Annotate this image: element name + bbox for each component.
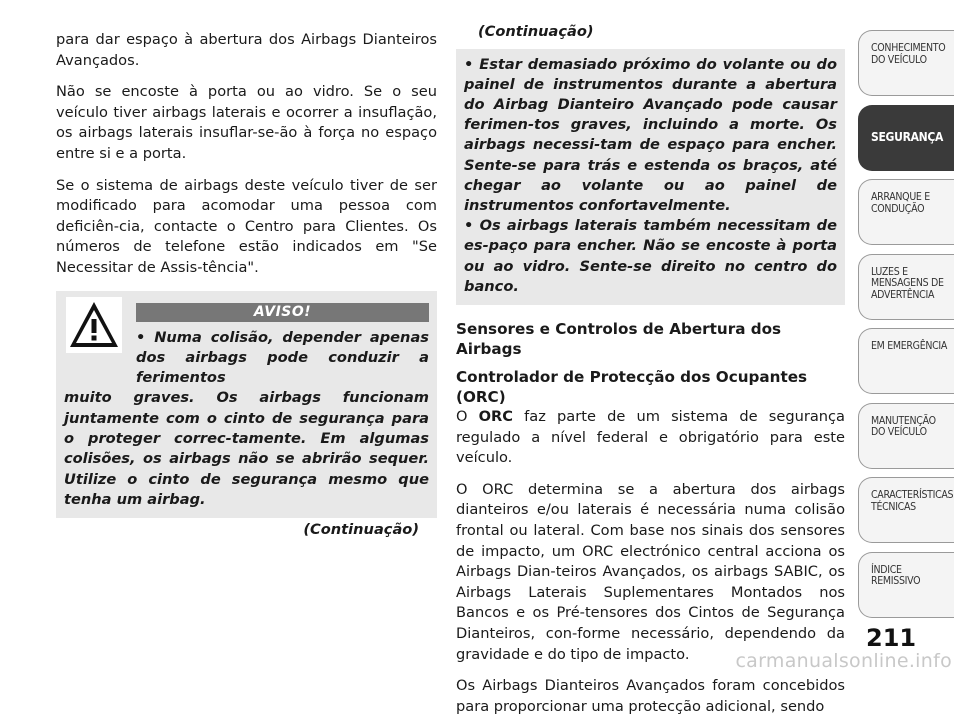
- paragraph: para dar espaço à abertura dos Airbags Dianteiros Avançados.: [56, 31, 437, 69]
- warning-text: [64, 328, 429, 511]
- paragraph: Os Airbags Dianteiros Avançados foram concebidos para proporcionar uma protecção adicional, sendo: [456, 677, 845, 715]
- warning-triangle-icon: [66, 297, 122, 353]
- page-number: 211: [866, 624, 917, 652]
- orc-prefix: O: [456, 408, 479, 426]
- chapter-tabs: [858, 30, 954, 626]
- paragraph: Se o sistema de airbags deste veículo tiver de ser modificado para acomodar uma pessoa com deficiên-cia, contacte o Centro para Clientes. Os números de telefone estão indicados em "Se Necessitar de Assis-tência".: [56, 176, 437, 276]
- warning-item: • Estar demasiado próximo do volante ou do painel de instrumentos durante a abertura do Airbag Dianteiro Avançado pode causar ferimen-tos graves, incluindo a morte. Os airbags necessi-tam de espaço para encher. Sente-se para trás e estenda os braços, até chegar ao volante ou ao painel de instrumentos confortavelmente.: [464, 55, 837, 215]
- watermark: carmanualsonline.info: [735, 650, 952, 672]
- tab-luzes[interactable]: LUZES E MENSAGENS DE ADVERTÊNCIA: [858, 254, 954, 320]
- tab-indice[interactable]: ÍNDICE REMISSIVO: [858, 552, 954, 618]
- warning-continuation-box: [456, 49, 845, 305]
- continued-label: (Continuação): [303, 521, 419, 539]
- paragraph: O ORC determina se a abertura dos airbags dianteiros e/ou laterais é necessária numa colisão frontal ou lateral. Com base nos sinais dos sensores de impacto, um ORC electrónico central acciona os Airbags Dian-teiros Avançados, os airbags SABIC, os Airbags Laterais Suplementares Montados nos Bancos e os Pré-tensores dos Cintos de Segurança Dianteiros, con-forme necessário, dependendo da gravidade e do tipo de impacto.: [456, 480, 845, 663]
- tab-seguranca[interactable]: SEGURANÇA: [858, 105, 954, 171]
- paragraph: [456, 407, 845, 469]
- orc-bold: ORC: [478, 408, 513, 426]
- orc-rest: faz parte de um sistema de segurança regulado a nível federal e obrigatório para este veículo.: [456, 408, 845, 467]
- warning-item: • Os airbags laterais também necessitam de es-paço para encher. Não se encoste à porta ou ao vidro. Sente-se direito no centro do banco.: [464, 217, 837, 295]
- warning-rest: muito graves. Os airbags funcionam juntamente com o cinto de segurança para o proteger correc-tamente. Em algumas colisões, os airbags não se abrirão sequer. Utilize o cinto de segurança mesmo que tenha um airbag.: [64, 389, 429, 508]
- tab-arranque[interactable]: ARRANQUE E CONDUÇÃO: [858, 179, 954, 245]
- right-column: [456, 22, 845, 728]
- subsection-heading: Controlador de Protecção dos Ocupantes (ORC): [456, 368, 808, 407]
- tab-manutencao[interactable]: MANUTENÇÃO DO VEÍCULO: [858, 403, 954, 469]
- warning-title: AVISO!: [136, 303, 429, 322]
- section-heading: Sensores e Controlos de Abertura dos Airbags: [456, 320, 782, 359]
- paragraph: Não se encoste à porta ou ao vidro. Se o seu veículo tiver airbags laterais e ocorrer a insuflação, os airbags laterais insuflar-se-ão à força no espaço entre si e a porta.: [56, 83, 437, 162]
- tab-conhecimento[interactable]: CONHECIMENTO DO VEÍCULO: [858, 30, 954, 96]
- left-column: [56, 30, 437, 541]
- warning-first-line: • Numa colisão, depender apenas dos airbags pode conduzir a ferimentos: [136, 328, 429, 387]
- warning-box: [56, 291, 437, 519]
- tab-caracteristicas[interactable]: CARACTERÍSTICAS TÉCNICAS: [858, 477, 954, 543]
- tab-emergencia[interactable]: EM EMERGÊNCIA: [858, 328, 954, 394]
- continued-label: (Continuação): [478, 23, 594, 40]
